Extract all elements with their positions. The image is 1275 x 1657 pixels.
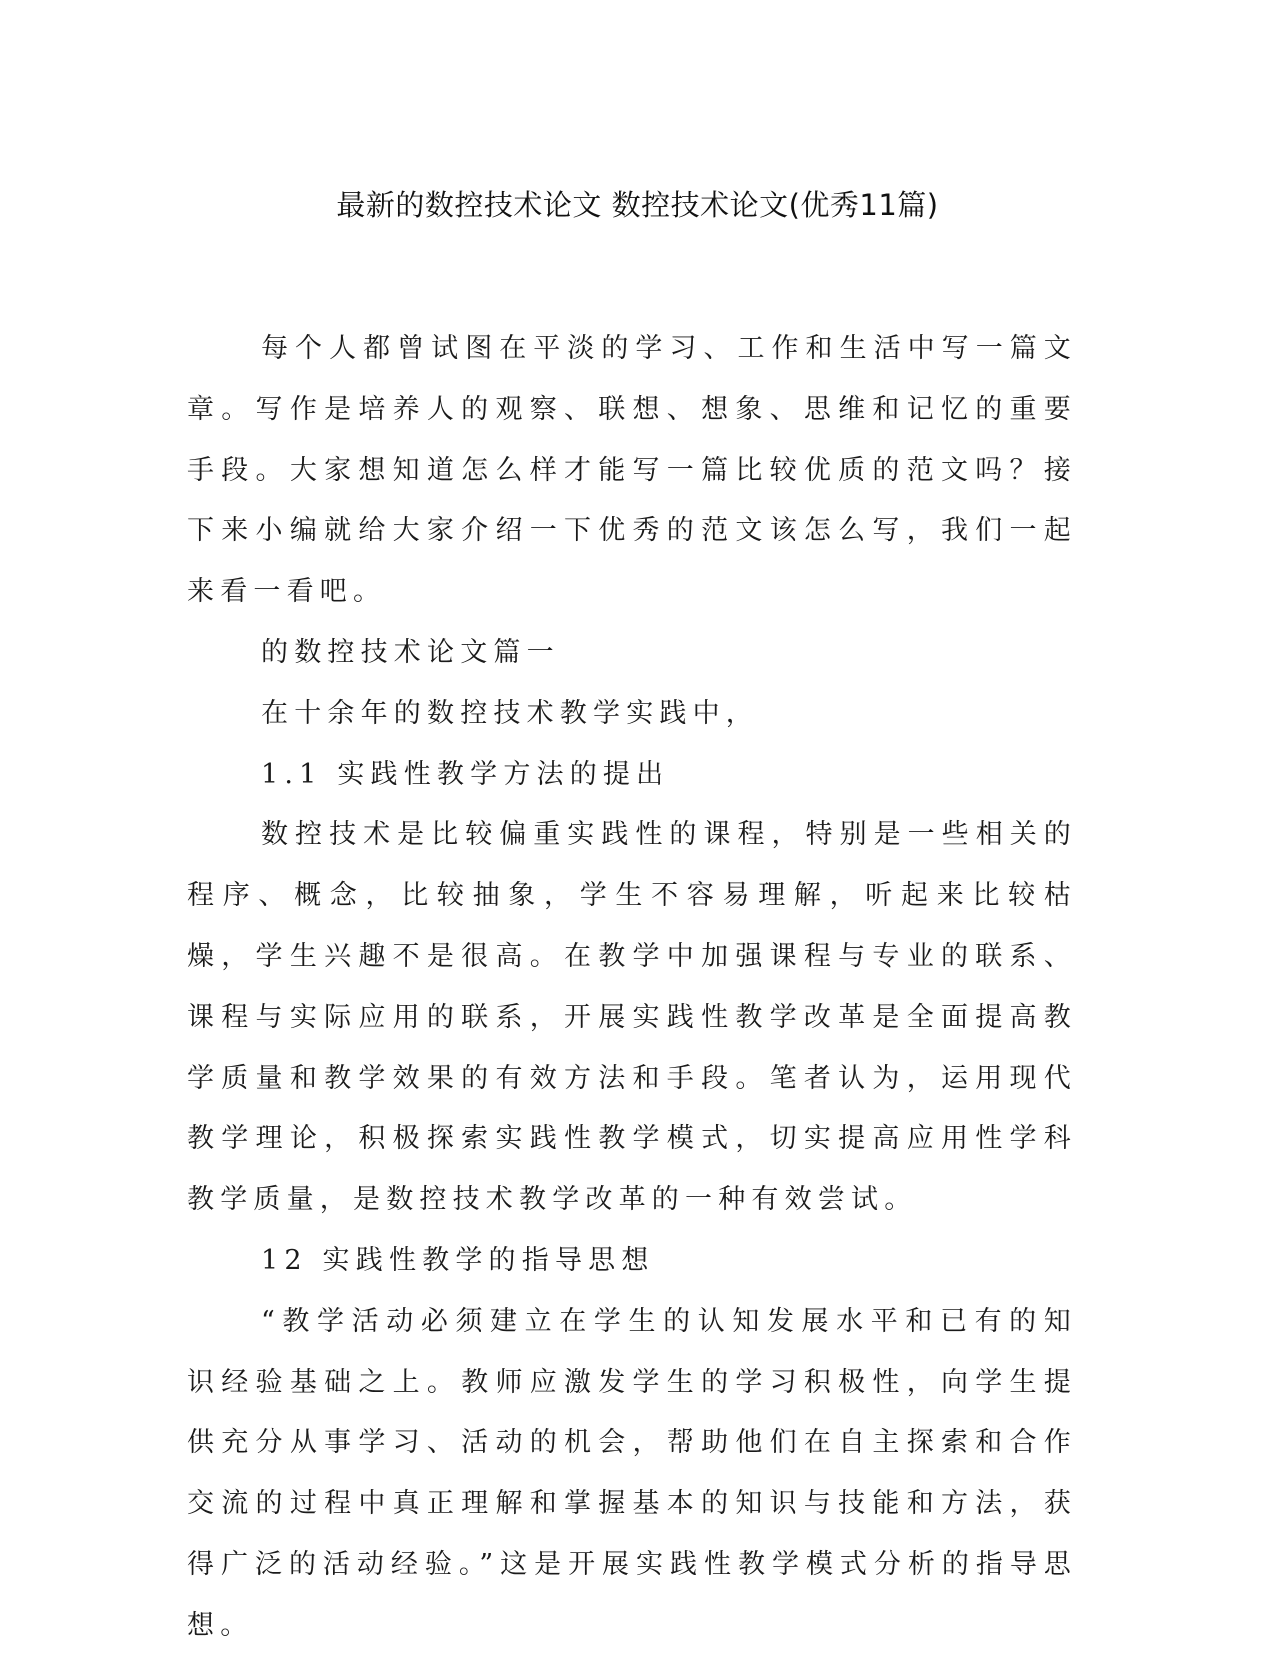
section-heading: 的数控技术论文篇一	[261, 636, 560, 668]
document-title: 最新的数控技术论文 数控技术论文(优秀11篇)	[336, 188, 939, 222]
document-body	[187, 319, 1077, 1657]
body-paragraph: “教学活动必须建立在学生的认知发展水平和已有的知识经验基础之上。教师应激发学生的学习积极性，向学生提供充分从事学习、活动的机会，帮助他们在自主探索和合作交流的过程中真正理解和掌握基本的知识与技能和方法，获得广泛的活动经验。”这是开展实践性教学模式分析的指导思想。	[187, 1305, 1077, 1641]
subsection-heading: 12 实践性教学的指导思想	[261, 1244, 655, 1276]
body-paragraph: 在十余年的数控技术教学实践中，	[261, 697, 759, 729]
subsection-heading: 1.1 实践性教学方法的提出	[261, 758, 670, 790]
body-paragraph: 数控技术是比较偏重实践性的课程，特别是一些相关的程序、概念，比较抽象，学生不容易理解，听起来比较枯燥，学生兴趣不是很高。在教学中加强课程与专业的联系、课程与实际应用的联系，开展实践性教学改革是全面提高教学质量和教学效果的有效方法和手段。笔者认为，运用现代教学理论，积极探索实践性教学模式，切实提高应用性学科教学质量，是数控技术教学改革的一种有效尝试。	[187, 819, 1077, 1216]
intro-paragraph: 每个人都曾试图在平淡的学习、工作和生活中写一篇文章。写作是培养人的观察、联想、想象、思维和记忆的重要手段。大家想知道怎么样才能写一篇比较优质的范文吗？接下来小编就给大家介绍一下优秀的范文该怎么写，我们一起来看一看吧。	[187, 333, 1077, 608]
